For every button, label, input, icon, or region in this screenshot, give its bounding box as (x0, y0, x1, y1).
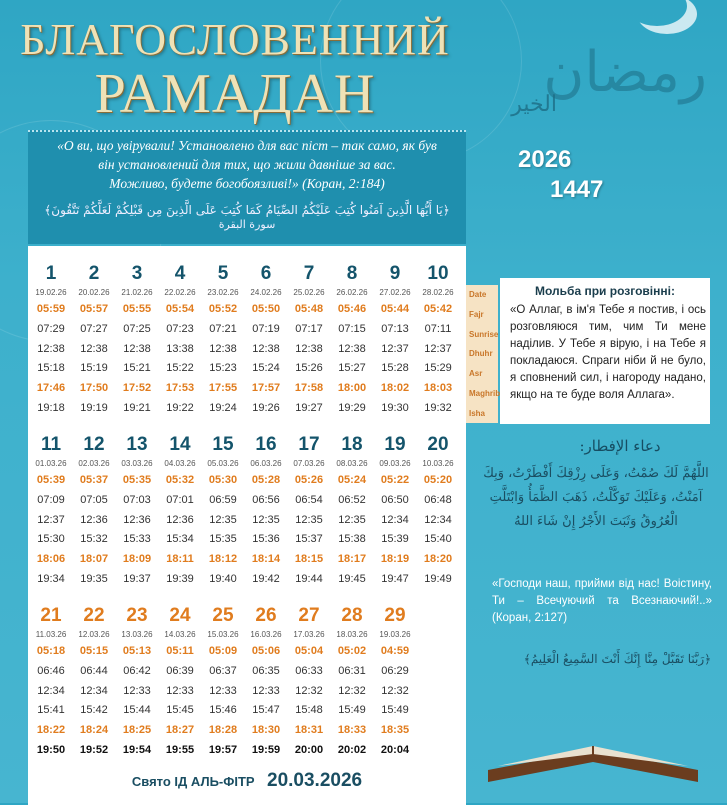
prayer-time: 06:37 (209, 664, 237, 677)
prayer-time: 19:26 (252, 401, 280, 414)
day-date: 13.03.26 (121, 630, 153, 639)
prayer-time: 05:13 (122, 645, 152, 657)
prayer-time: 07:09 (37, 493, 65, 506)
prayer-time: 05:52 (208, 303, 238, 315)
prayer-time: 20:04 (380, 743, 410, 756)
day-number: 28 (341, 605, 363, 626)
quran-book-icon (478, 710, 708, 790)
prayer-time: 19:34 (37, 572, 65, 585)
day-number: 26 (255, 605, 277, 626)
prayer-time: 07:29 (37, 322, 65, 335)
prayer-time: 12:34 (80, 684, 108, 697)
day-date: 20.02.26 (78, 288, 110, 297)
day-column (73, 604, 115, 761)
prayer-time: 15:46 (209, 704, 237, 717)
prayer-time: 05:11 (166, 645, 194, 657)
prayer-time: 18:11 (166, 553, 194, 566)
prayer-time: 18:31 (294, 724, 324, 737)
prayer-time: 05:42 (423, 303, 453, 315)
prayer-time: 15:49 (381, 704, 409, 717)
day-date: 27.02.26 (379, 288, 411, 297)
eid-label: Свято ІД АЛЬ-ФІТР (131, 774, 255, 789)
iftar-prayer-title: Мольба при розговінні: (535, 284, 675, 298)
day-column (116, 433, 158, 590)
prayer-time: 05:18 (36, 645, 66, 657)
day-column (159, 604, 201, 761)
prayer-time: 15:30 (37, 533, 65, 546)
prayer-time: 05:28 (251, 474, 281, 486)
day-date: 18.03.26 (336, 630, 368, 639)
day-number: 1 (45, 263, 57, 284)
arabic-calligraphy-ramadan: رمضان (543, 40, 707, 105)
prayer-time: 05:30 (208, 474, 238, 486)
prayer-time: 07:11 (424, 322, 452, 335)
prayer-time: 06:33 (295, 664, 323, 677)
prayer-time: 15:32 (80, 533, 108, 546)
dua-arabic: اللَّهُمَّ لَكَ صُمْتُ، وَعَلَى رِزْقِكَ أَفْطَرْتُ، وَبِكَ آمَنْتُ، وَعَلَيْكَ تَوَكَّلْتُ، ذَهَبَ الظَّمَأُ وَابْتَلَّتِ الْعُرُوقُ وَثَبَتَ الأَجْرُ إِنْ شَاءَ اللهُ (483, 466, 709, 529)
timetable-legend (466, 285, 501, 423)
prayer-time: 12:34 (37, 684, 65, 697)
legend-isha: Isha (469, 408, 486, 418)
day-column (288, 262, 330, 419)
day-date: 11.03.26 (35, 630, 67, 639)
day-column (116, 262, 158, 419)
day-column (30, 433, 72, 590)
legend-sunrise: Sunrise (469, 329, 499, 339)
prayer-time: 15:36 (252, 533, 280, 546)
day-date: 19.02.26 (35, 288, 67, 297)
prayer-time: 05:46 (337, 303, 367, 315)
day-number: 16 (255, 434, 277, 455)
prayer-time: 18:02 (380, 382, 410, 395)
prayer-time: 06:31 (338, 664, 366, 677)
prayer-time: 17:53 (165, 382, 195, 395)
day-column (417, 433, 459, 590)
prayer-time: 19:47 (381, 572, 409, 585)
prayer-time: 12:36 (123, 513, 151, 526)
day-column (159, 262, 201, 419)
dua-title: دعاء الإفطار: (579, 437, 661, 455)
prayer-time: 12:35 (209, 513, 237, 526)
day-date: 26.02.26 (336, 288, 368, 297)
quran-quote-surah: سورة البقرة (218, 218, 276, 231)
prayer-time: 06:44 (80, 664, 108, 677)
day-number: 14 (169, 434, 191, 455)
day-column (202, 604, 244, 761)
day-date: 08.03.26 (336, 459, 368, 468)
day-column (73, 262, 115, 419)
prayer-time: 17:52 (122, 382, 152, 395)
day-number: 10 (427, 263, 449, 284)
prayer-time: 19:45 (338, 572, 366, 585)
prayer-time: 15:47 (252, 704, 280, 717)
prayer-time: 05:54 (165, 303, 195, 315)
prayer-time: 12:33 (166, 684, 194, 697)
day-column (417, 262, 459, 419)
prayer-time: 18:24 (79, 724, 109, 737)
prayer-time: 15:41 (37, 704, 65, 717)
prayer-time: 15:35 (209, 533, 237, 546)
prayer-time: 15:38 (338, 533, 366, 546)
day-column (245, 604, 287, 761)
prayer-time: 12:36 (80, 513, 108, 526)
prayer-time: 06:42 (123, 664, 151, 677)
prayer-time: 17:57 (251, 382, 281, 395)
prayer-time: 12:33 (252, 684, 280, 697)
prayer-time: 19:54 (122, 743, 152, 756)
prayer-time: 19:30 (381, 401, 409, 414)
prayer-time: 12:38 (338, 342, 366, 355)
prayer-time: 15:18 (37, 362, 65, 375)
prayer-time: 12:37 (424, 342, 452, 355)
day-column (30, 262, 72, 419)
day-date: 01.03.26 (35, 459, 67, 468)
prayer-time: 18:07 (79, 553, 109, 566)
prayer-time: 18:35 (380, 724, 410, 737)
prayer-time: 19:27 (295, 401, 323, 414)
prayer-time: 17:55 (208, 382, 238, 395)
day-number: 22 (83, 605, 105, 626)
prayer-time: 15:28 (381, 362, 409, 375)
day-number: 17 (298, 434, 320, 455)
day-date: 28.02.26 (422, 288, 454, 297)
prayer-time: 19:55 (165, 743, 195, 756)
prayer-time: 06:39 (166, 664, 194, 677)
prayer-time: 15:27 (338, 362, 366, 375)
prayer-time: 19:44 (295, 572, 323, 585)
prayer-time: 07:01 (166, 493, 194, 506)
prayer-time: 15:45 (166, 704, 194, 717)
legend-fajr: Fajr (469, 309, 484, 319)
prayer-time: 05:59 (36, 303, 66, 315)
day-number: 20 (427, 434, 449, 455)
day-number: 24 (169, 605, 191, 626)
day-column (245, 433, 287, 590)
prayer-time: 06:46 (37, 664, 65, 677)
prayer-time: 20:00 (294, 743, 324, 756)
prayer-time: 12:35 (295, 513, 323, 526)
prayer-time: 12:35 (252, 513, 280, 526)
day-number: 23 (126, 605, 148, 626)
prayer-time: 20:02 (337, 743, 367, 756)
prayer-time: 12:33 (209, 684, 237, 697)
day-column (331, 604, 373, 761)
prayer-time: 06:52 (338, 493, 366, 506)
prayer-time: 18:12 (208, 553, 238, 566)
prayer-time: 12:34 (424, 513, 452, 526)
prayer-time: 12:38 (209, 342, 237, 355)
day-column (245, 262, 287, 419)
prayer-time: 05:39 (36, 474, 66, 486)
day-column (374, 262, 416, 419)
prayer-time: 19:42 (252, 572, 280, 585)
day-column (331, 262, 373, 419)
day-date: 04.03.26 (164, 459, 196, 468)
prayer-time: 19:21 (123, 401, 151, 414)
day-date: 22.02.26 (164, 288, 196, 297)
prayer-time: 19:40 (209, 572, 237, 585)
day-number: 6 (260, 263, 272, 284)
prayer-time: 12:38 (252, 342, 280, 355)
prayer-time: 05:35 (122, 474, 152, 486)
prayer-time: 12:37 (37, 513, 65, 526)
prayer-time: 05:44 (380, 303, 410, 315)
prayer-time: 19:39 (166, 572, 194, 585)
day-column (30, 604, 72, 761)
prayer-time: 07:17 (295, 322, 323, 335)
prayer-time: 18:06 (36, 553, 66, 566)
day-date: 21.02.26 (121, 288, 153, 297)
prayer-time: 19:29 (338, 401, 366, 414)
prayer-time: 07:25 (123, 322, 151, 335)
prayer-time: 12:33 (123, 684, 151, 697)
day-date: 25.02.26 (293, 288, 325, 297)
prayer-time: 18:30 (251, 724, 281, 737)
day-column (159, 433, 201, 590)
prayer-time: 19:50 (36, 743, 66, 756)
day-column (288, 604, 330, 761)
day-number: 2 (88, 263, 100, 284)
day-date: 06.03.26 (250, 459, 282, 468)
prayer-time: 12:32 (295, 684, 323, 697)
prayer-time: 15:39 (381, 533, 409, 546)
prayer-time: 18:14 (251, 553, 281, 566)
prayer-time: 19:19 (80, 401, 108, 414)
day-number: 8 (346, 263, 358, 284)
prayer-time: 18:20 (423, 553, 453, 566)
prayer-time: 18:33 (337, 724, 367, 737)
prayer-time: 12:37 (381, 342, 409, 355)
prayer-time: 19:35 (80, 572, 108, 585)
day-date: 14.03.26 (164, 630, 196, 639)
day-column (202, 262, 244, 419)
prayer-time: 19:59 (251, 743, 281, 756)
prayer-time: 07:23 (166, 322, 194, 335)
prayer-time: 12:38 (123, 342, 151, 355)
day-date: 12.03.26 (78, 630, 110, 639)
day-number: 13 (126, 434, 148, 455)
prayer-time: 06:59 (209, 493, 237, 506)
prayer-time: 19:24 (209, 401, 237, 414)
day-date: 15.03.26 (207, 630, 239, 639)
day-number: 19 (384, 434, 406, 455)
day-number: 11 (40, 434, 62, 455)
prayer-time: 06:29 (381, 664, 409, 677)
legend-dhuhr: Dhuhr (469, 349, 493, 359)
eid-al-fitr-footer (28, 770, 466, 792)
prayer-time: 17:58 (294, 382, 324, 395)
prayer-time: 12:32 (381, 684, 409, 697)
prayer-time: 06:48 (424, 493, 452, 506)
day-number: 29 (384, 605, 406, 626)
prayer-time: 07:19 (252, 322, 280, 335)
day-column (202, 433, 244, 590)
prayer-time: 05:22 (380, 474, 410, 486)
prayer-time: 15:21 (123, 362, 151, 375)
gregorian-year: 2026 (518, 146, 572, 173)
prayer-time: 17:50 (79, 382, 109, 395)
prayer-time: 05:15 (79, 645, 109, 657)
day-column (116, 604, 158, 761)
prayer-time: 18:25 (122, 724, 152, 737)
day-number: 3 (131, 263, 143, 284)
quran-quote-ukrainian: «О ви, що увірували! Установлено для вас піст – так само, як був він установлений для тих, що жили давніше за вас. Можливо, будете богобоязливі!» (Коран, 2:184) (57, 138, 437, 191)
prayer-time: 18:27 (165, 724, 195, 737)
day-column (73, 433, 115, 590)
prayer-time: 15:33 (123, 533, 151, 546)
prayer-time: 12:36 (166, 513, 194, 526)
day-date: 09.03.26 (379, 459, 411, 468)
prayer-time: 15:34 (166, 533, 194, 546)
prayer-time: 07:03 (123, 493, 151, 506)
prayer-time: 17:46 (36, 382, 66, 395)
prayer-time: 18:22 (36, 724, 66, 737)
day-column (374, 433, 416, 590)
dua-ukrainian: «Господи наш, прийми від нас! Воістину, Ти – Всечуючий та Всезнаючий!..» (Коран, 2:127) (492, 578, 712, 624)
prayer-time: 15:42 (80, 704, 108, 717)
prayer-time: 15:26 (295, 362, 323, 375)
day-number: 12 (83, 434, 105, 455)
prayer-time: 12:34 (381, 513, 409, 526)
day-column (331, 433, 373, 590)
page-title-line2: РАМАДАН (94, 63, 376, 125)
prayer-time: 18:19 (380, 553, 410, 566)
legend-maghrib: Maghrib (469, 388, 501, 398)
prayer-time: 19:49 (424, 572, 452, 585)
prayer-time: 06:50 (381, 493, 409, 506)
day-column (374, 604, 416, 761)
prayer-time: 19:52 (79, 743, 109, 756)
prayer-time: 19:18 (37, 401, 65, 414)
prayer-time: 18:09 (122, 553, 152, 566)
legend-date: Date (469, 290, 487, 299)
day-date: 05.03.26 (207, 459, 239, 468)
day-number: 4 (174, 263, 186, 284)
prayer-time: 12:38 (37, 342, 65, 355)
day-number: 5 (217, 263, 229, 284)
prayer-time: 15:40 (424, 533, 452, 546)
prayer-time: 05:26 (294, 474, 324, 486)
prayer-time: 13:38 (166, 342, 194, 355)
day-date: 24.02.26 (250, 288, 282, 297)
prayer-time: 07:27 (80, 322, 108, 335)
day-date: 23.02.26 (207, 288, 239, 297)
quran-quote-arabic: ﴿يَا أَيُّهَا الَّذِينَ آمَنُوا كُتِبَ عَلَيْكُمُ الصِّيَامُ كَمَا كُتِبَ عَلَى الَّذِينَ مِن قَبْلِكُمْ لَعَلَّكُمْ تَتَّقُونَ﴾ (44, 203, 450, 217)
prayer-time: 15:24 (252, 362, 280, 375)
prayer-time: 15:22 (166, 362, 194, 375)
crescent-moon-icon (627, 0, 687, 26)
prayer-time: 06:35 (252, 664, 280, 677)
prayer-time: 19:57 (208, 743, 238, 756)
prayer-time: 05:24 (337, 474, 367, 486)
arabic-calligraphy-khair: الخير (511, 92, 557, 117)
prayer-time: 05:48 (294, 303, 324, 315)
prayer-time: 18:15 (294, 553, 324, 566)
day-date: 16.03.26 (250, 630, 282, 639)
prayer-time: 18:17 (337, 553, 367, 566)
prayer-time: 05:32 (165, 474, 195, 486)
prayer-time: 15:49 (338, 704, 366, 717)
day-number: 7 (303, 263, 315, 284)
day-number: 15 (212, 434, 234, 455)
day-date: 02.03.26 (78, 459, 110, 468)
day-date: 19.03.26 (379, 630, 411, 639)
prayer-time: 15:44 (123, 704, 151, 717)
prayer-time: 12:32 (338, 684, 366, 697)
prayer-time: 15:19 (80, 362, 108, 375)
day-date: 07.03.26 (293, 459, 325, 468)
page-title-line1: БЛАГОСЛОВЕННИЙ (20, 15, 450, 64)
prayer-time: 18:00 (337, 382, 367, 395)
day-number: 25 (212, 605, 234, 626)
prayer-time: 05:02 (337, 645, 367, 657)
hijri-year: 1447 (550, 176, 604, 203)
prayer-time: 05:04 (294, 645, 324, 657)
prayer-time: 05:06 (251, 645, 281, 657)
day-date: 17.03.26 (293, 630, 325, 639)
day-column (288, 433, 330, 590)
prayer-time: 07:13 (381, 322, 409, 335)
prayer-time: 06:54 (295, 493, 323, 506)
prayer-time: 18:03 (423, 382, 453, 395)
prayer-time: 19:32 (424, 401, 452, 414)
prayer-time: 12:38 (80, 342, 108, 355)
eid-date: 20.03.2026 (267, 770, 363, 791)
day-number: 9 (389, 263, 401, 284)
prayer-time: 06:56 (252, 493, 280, 506)
prayer-time: 05:50 (251, 303, 281, 315)
prayer-time: 05:57 (79, 303, 109, 315)
prayer-time: 05:37 (79, 474, 109, 486)
prayer-time: 18:28 (208, 724, 238, 737)
prayer-time: 15:23 (209, 362, 237, 375)
legend-asr: Asr (469, 369, 483, 379)
prayer-time: 07:21 (209, 322, 237, 335)
prayer-time: 15:29 (424, 362, 452, 375)
iftar-prayer-text: «О Аллаг, в ім'я Тебе я постив, і ось розговляюся тим, чим Ти мене наділив. У Тебе я вірую, і на Тебе я покладаюся. Спраги ніби й не було, я сповнений сил, і нагороду надано, якщо на те буде воля Аллага». (510, 304, 706, 401)
prayer-time: 15:48 (295, 704, 323, 717)
day-number: 27 (298, 605, 320, 626)
prayer-time: 07:15 (338, 322, 366, 335)
prayer-time: 05:09 (208, 645, 238, 657)
prayer-time: 15:37 (295, 533, 323, 546)
day-number: 18 (341, 434, 363, 455)
day-date: 03.03.26 (121, 459, 153, 468)
dua-arabic-quote: ﴿رَبَّنَا تَقَبَّلْ مِنَّا إِنَّكَ أَنْتَ السَّمِيعُ الْعَلِيمُ﴾ (523, 652, 712, 666)
prayer-time: 19:22 (166, 401, 194, 414)
prayer-time: 19:37 (123, 572, 151, 585)
prayer-time: 05:20 (423, 474, 453, 486)
prayer-time: 12:35 (338, 513, 366, 526)
day-number: 21 (40, 605, 62, 626)
prayer-time: 04:59 (380, 645, 410, 657)
day-date: 10.03.26 (422, 459, 454, 468)
prayer-time: 07:05 (80, 493, 108, 506)
prayer-time: 05:55 (122, 303, 152, 315)
prayer-time: 12:38 (295, 342, 323, 355)
